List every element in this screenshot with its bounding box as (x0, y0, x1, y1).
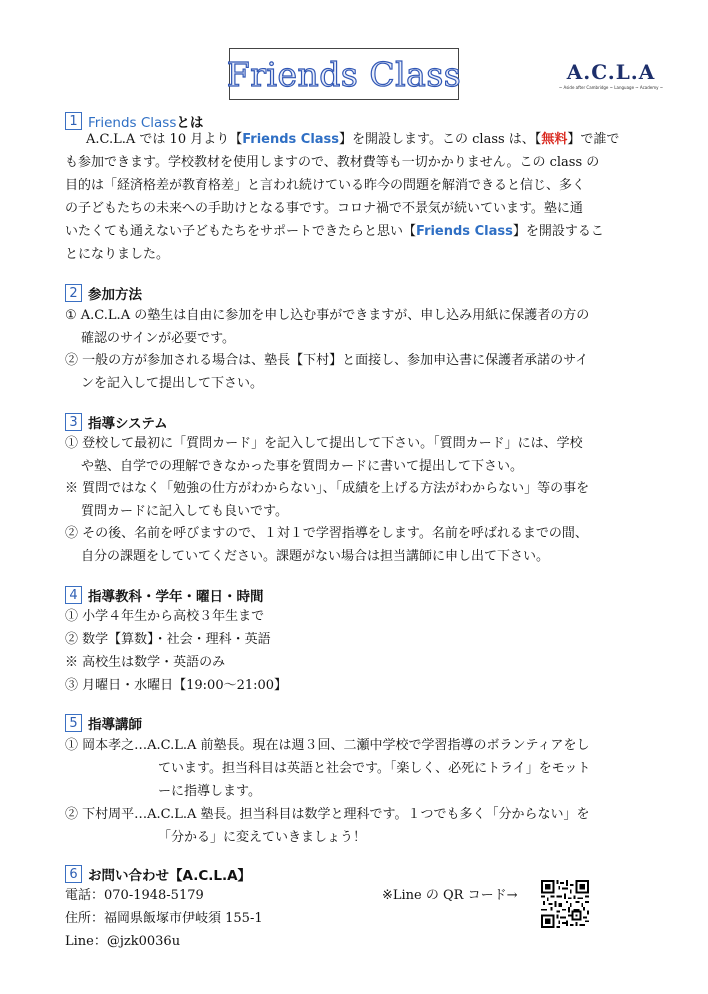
list-item-cont: ンを記入して提出して下さい。 (81, 376, 264, 391)
body-line: 目的は「経済格差が教育格差」と言われ続けている昨今の問題を解消できると信じ、多く (65, 178, 586, 193)
section-title: 参加方法 (88, 287, 142, 303)
body-line: の子どもたちの未来への手助けとなる事です。コロナ禍で不景気が続いています。塾に通 (65, 201, 583, 216)
section-title: お問い合わせ【A.C.L.A】 (88, 868, 252, 884)
body-line: A.C.L.A では 10 月より【Friends Class】を開設します。この class は、【無料】で誰で (86, 132, 620, 147)
list-item-cont: ーに指導します。 (158, 784, 261, 799)
section-3-heading (65, 412, 168, 432)
list-item: ② 数学【算数】・社会・理科・英語 (65, 632, 271, 647)
list-item: ② 下村周平…A.C.L.A 塾長。担当科目は数学と理科です。１つでも多く「分からない」を (65, 807, 590, 822)
logo-text: A.C.L.A (566, 60, 656, 84)
page-title: Friends Class (226, 54, 462, 94)
contact-address: 住所：福岡県飯塚市伊岐須 155-1 (65, 911, 263, 926)
section-number: 3 (65, 413, 82, 431)
list-item: ① 岡本孝之…A.C.L.A 前塾長。現在は週３回、二瀬中学校で学習指導のボランティアをし (65, 738, 590, 753)
section-title: 指導教科・学年・曜日・時間 (88, 589, 264, 605)
list-item-cont: や塾、自学での理解できなかった事を質問カードに書いて提出して下さい。 (81, 459, 524, 474)
list-item-cont: ています。担当科目は英語と社会です。「楽しく、必死にトライ」をモット (158, 761, 591, 776)
logo (556, 60, 666, 90)
qr-label: ※Line の QR コード→ (382, 888, 518, 903)
section-6-heading (65, 864, 251, 884)
section-title: 指導講師 (88, 717, 142, 733)
list-item: ① 小学４年生から高校３年生まで (65, 609, 265, 624)
list-item: ③ 月曜日・水曜日【19:00～21:00】 (65, 678, 288, 693)
contact-phone: 電話：070-1948-5179 (65, 888, 204, 903)
body-line: とになりました。 (65, 247, 170, 262)
body-line: も参加できます。学校教材を使用しますので、教材費等も一切かかりません。この class の (65, 155, 600, 170)
body-line: いたくても通えない子どもたちをサポートできたらと思い【Friends Class】を開設するこ (65, 224, 604, 239)
section-number: 5 (65, 714, 82, 732)
list-item-cont: 「分かる」に変えていきましょう！ (158, 830, 367, 845)
list-item: ② その後、名前を呼びますので、１対１で学習指導をします。名前を呼ばれるまでの間、 (65, 526, 588, 541)
section-number: 2 (65, 284, 82, 302)
list-item-cont: 質問カードに記入しても良いです。 (81, 504, 288, 519)
list-item-cont: 自分の課題をしていてください。課題がない場合は担当講師に申し出て下さい。 (81, 549, 550, 564)
section-2-heading (65, 283, 142, 303)
contact-line-id: Line：@jzk0036u (65, 934, 181, 949)
list-item-cont: 確認のサインが必要です。 (81, 331, 236, 346)
qr-code-icon[interactable] (541, 880, 589, 928)
section-title: 指導システム (88, 416, 168, 432)
section-number: 4 (65, 586, 82, 604)
title-box (226, 48, 462, 100)
list-item: ① 登校して最初に「質問カード」を記入して提出して下さい。「質問カード」には、学校 (65, 436, 583, 451)
list-item: ※ 質問ではなく「勉強の仕方がわからない」、「成績を上げる方法がわからない」等の事を (65, 481, 590, 496)
list-item: ② 一般の方が参加される場合は、塾長【下村】と面接し、参加申込書に保護者承諾のサイ (65, 353, 589, 368)
list-item: ① A.C.L.A の塾生は自由に参加を申し込む事ができますが、申し込み用紙に保護者の方の (65, 308, 590, 323)
section-number: 1 (65, 112, 82, 130)
list-item: ※ 高校生は数学・英語のみ (65, 655, 226, 670)
logo-tagline: ~ Aside after Cambridge ~ Language ~ Academy ~ (558, 85, 664, 90)
section-number: 6 (65, 865, 82, 883)
section-4-heading (65, 585, 264, 605)
section-5-heading (65, 713, 142, 733)
section-title: Friends Classとは (88, 115, 204, 131)
